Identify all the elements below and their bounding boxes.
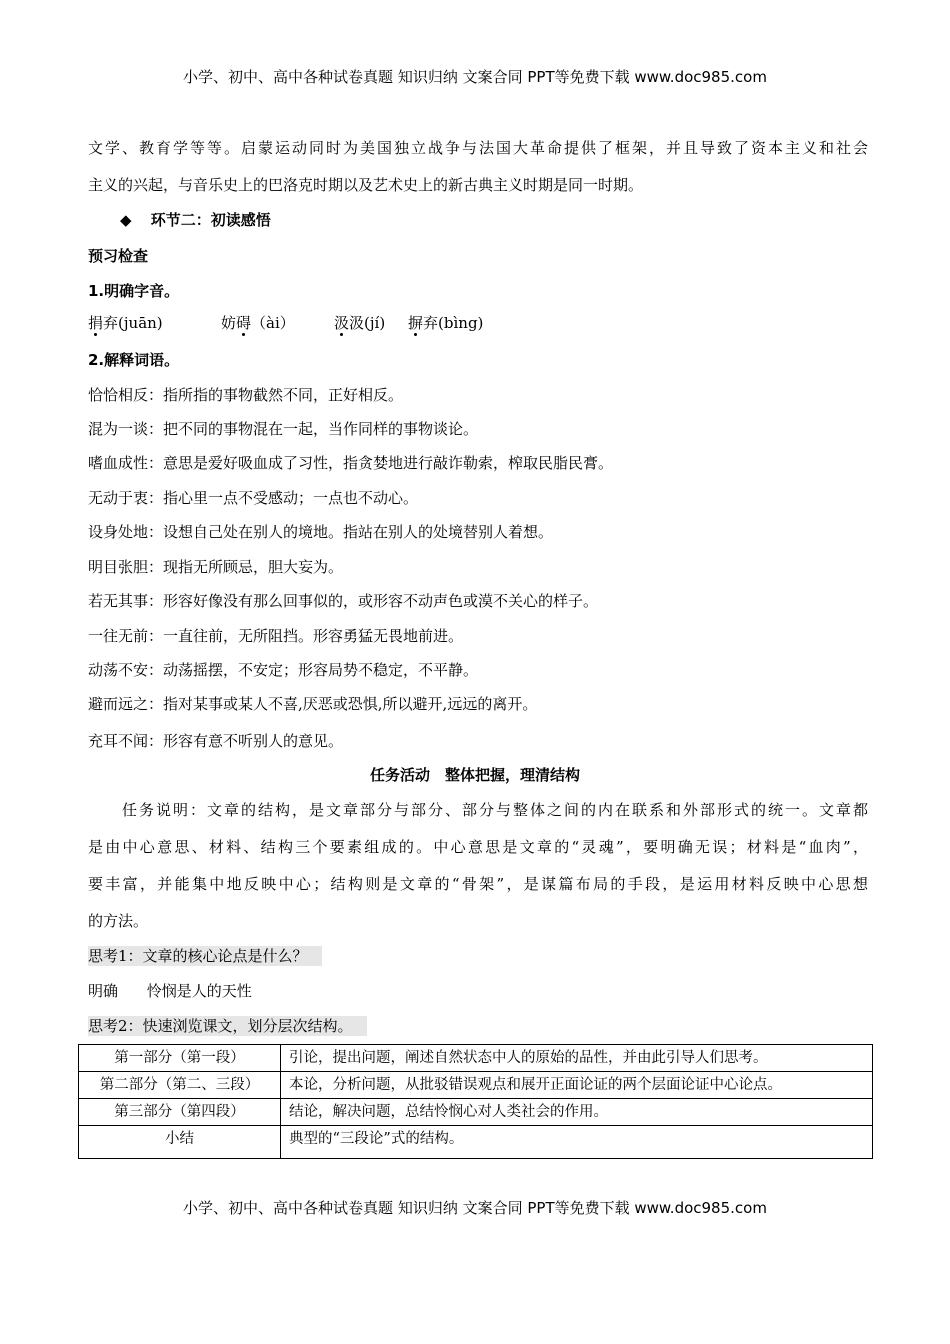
vocab-item: 充耳不闻：形容有意不听别人的意见。 (88, 732, 344, 750)
task-line-1: 任务说明：文章的结构，是文章部分与部分、部分与整体之间的内在联系和外部形式的统一。文章都 (88, 801, 868, 819)
think2-line (88, 1016, 868, 1036)
pinyin-item: 汲汲(jí) (334, 314, 386, 332)
q1-title: 1.明确字音。 (88, 282, 180, 300)
intro-line-2: 主义的兴起，与音乐史上的巴洛克时期以及艺术史上的新古典主义时期是同一时期。 (88, 176, 644, 194)
table-cell-desc: 本论，分析问题，从批驳错误观点和展开正面论证的两个层面论证中心论点。 (281, 1072, 873, 1099)
vocab-item: 无动于衷：指心里一点不受感动；一点也不动心。 (88, 489, 419, 507)
structure-table (78, 1044, 873, 1159)
page-footer: 小学、初中、高中各种试卷真题 知识归纳 文案合同 PPT等免费下载 www.doc985.com (183, 1199, 767, 1217)
answer1-label: 明确 (88, 982, 119, 1000)
table-row (79, 1099, 873, 1126)
table-row (79, 1045, 873, 1072)
think1-line (88, 946, 868, 966)
task-title: 任务活动 整体把握，理清结构 (369, 766, 580, 784)
answer1-text: 怜悯是人的天性 (146, 982, 252, 1000)
section2-title: 环节二：初读感悟 (150, 211, 271, 229)
q2-title: 2.解释词语。 (88, 351, 180, 369)
vocab-item: 一往无前：一直往前，无所阻挡。形容勇猛无畏地前进。 (88, 627, 464, 645)
table-cell-part: 第一部分（第一段） (79, 1045, 281, 1072)
think1-question: 思考1：文章的核心论点是什么？ (88, 946, 322, 966)
pinyin-item: 妨碍（ài） (221, 314, 295, 332)
task-line-4: 的方法。 (88, 912, 149, 930)
section2-heading (120, 210, 900, 230)
vocab-item: 设身处地：设想自己处在别人的境地。指站在别人的处境替别人着想。 (88, 523, 554, 541)
table-cell-part: 第三部分（第四段） (79, 1099, 281, 1126)
vocab-item: 若无其事：形容好像没有那么回事似的，或形容不动声色或漠不关心的样子。 (88, 592, 599, 610)
page-header: 小学、初中、高中各种试卷真题 知识归纳 文案合同 PPT等免费下载 www.doc985.com (183, 68, 767, 86)
vocab-item: 嗜血成性：意思是爱好吸血成了习性，指贪婪地进行敲诈勒索，榨取民脂民膏。 (88, 454, 614, 472)
task-line-3: 要丰富，并能集中地反映中心；结构则是文章的“骨架”，是谋篇布局的手段，是运用材料反映中心思想 (88, 875, 868, 893)
vocab-item: 恰恰相反：指所指的事物截然不同，正好相反。 (88, 386, 404, 404)
answer1-line (88, 981, 868, 1001)
table-cell-desc: 结论，解决问题，总结怜悯心对人类社会的作用。 (281, 1099, 873, 1126)
task-line-2: 是由中心意思、材料、结构三个要素组成的。中心意思是文章的“灵魂”，要明确无误；材料是“血肉”， (88, 838, 868, 856)
table-cell-desc: 引论，提出问题，阐述自然状态中人的原始的品性，并由此引导人们思考。 (281, 1045, 873, 1072)
preview-title: 预习检查 (88, 247, 149, 265)
diamond-bullet-icon: ◆ (120, 211, 132, 229)
vocab-item: 混为一谈：把不同的事物混在一起，当作同样的事物谈论。 (88, 420, 479, 438)
table-cell-desc: 典型的“三段论”式的结构。 (281, 1126, 873, 1159)
intro-line-1: 文学、教育学等等。启蒙运动同时为美国独立战争与法国大革命提供了框架，并且导致了资本主义和社会 (88, 139, 868, 157)
think2-question: 思考2：快速浏览课文，划分层次结构。 (88, 1016, 367, 1036)
table-row (79, 1072, 873, 1099)
pinyin-item: 捐弃(juān) (88, 314, 163, 332)
table-cell-part: 小结 (79, 1126, 281, 1159)
vocab-item: 避而远之：指对某事或某人不喜,厌恶或恐惧,所以避开,远远的离开。 (88, 695, 538, 713)
table-row (79, 1126, 873, 1159)
pinyin-item: 摒弃(bìng) (408, 314, 484, 332)
vocab-item: 动荡不安：动荡摇摆，不安定；形容局势不稳定，不平静。 (88, 661, 479, 679)
vocab-item: 明目张胆：现指无所顾忌，胆大妄为。 (88, 558, 344, 576)
table-cell-part: 第二部分（第二、三段） (79, 1072, 281, 1099)
